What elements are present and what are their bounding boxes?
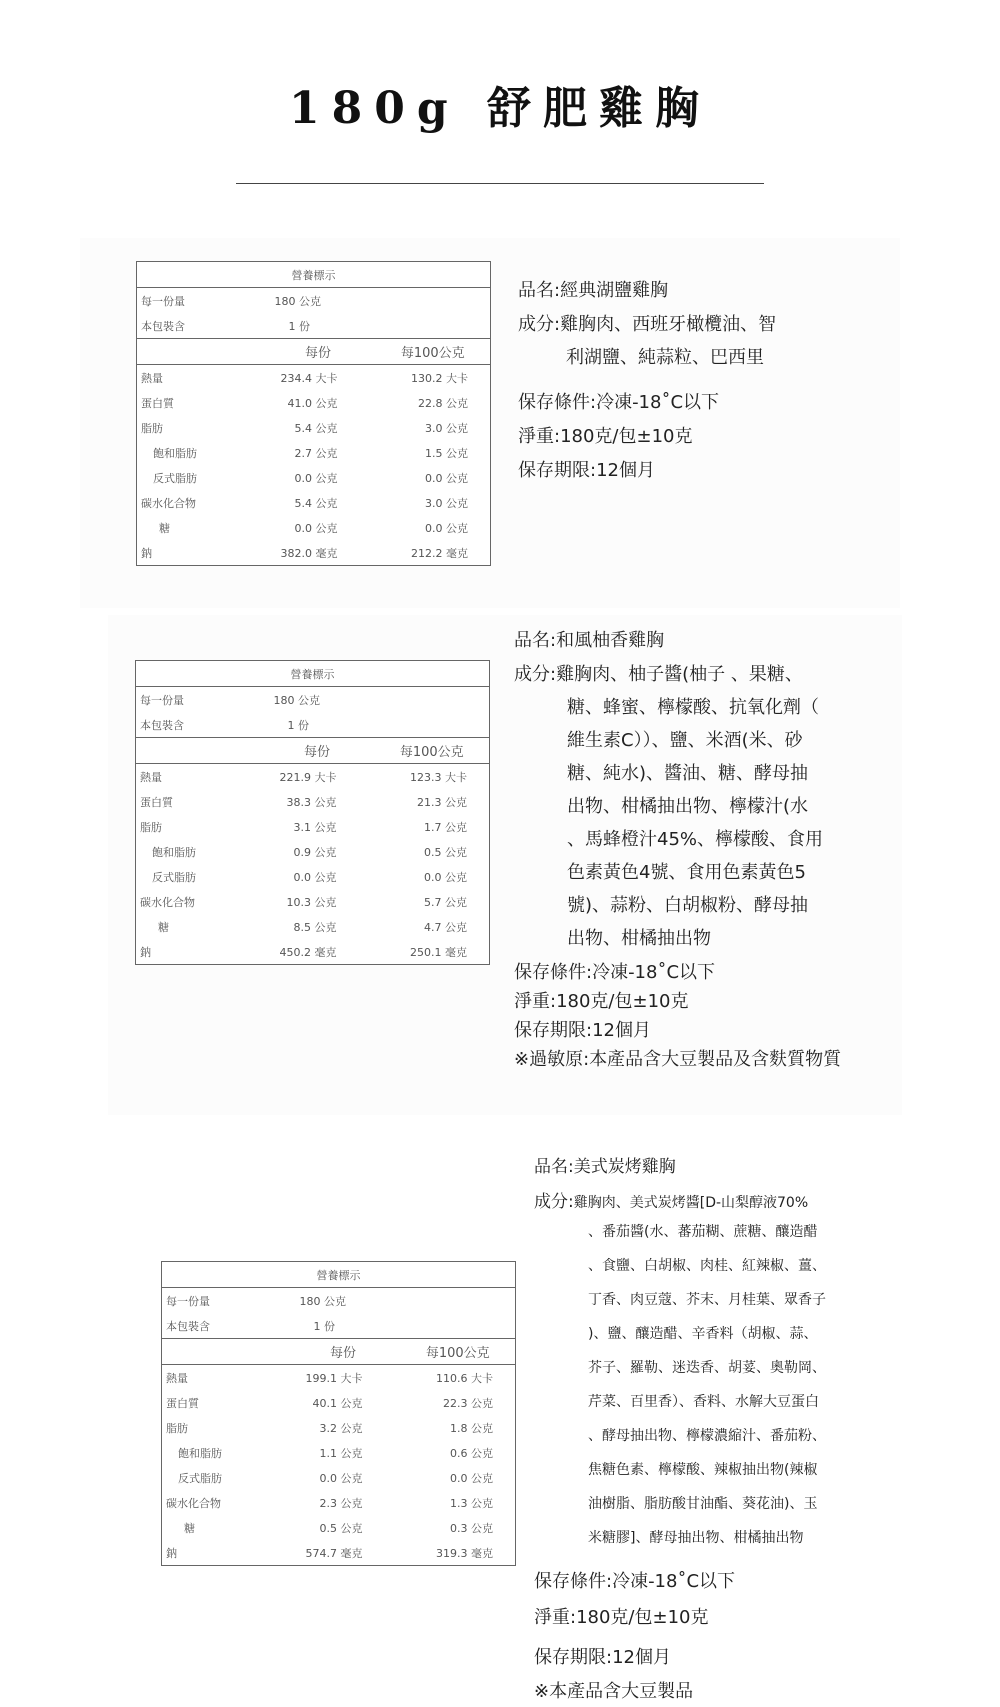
serving-size-value: 180 公克: [299, 1294, 346, 1308]
value-100g: 0.6 公克: [450, 1446, 494, 1460]
product-name: 品名:美式炭烤雞胸: [534, 1157, 676, 1177]
ingredients-label: 成分:: [518, 314, 561, 335]
row-label-energy: 熱量: [141, 371, 163, 385]
row-label-saturated-fat: 飽和脂肪: [178, 1446, 222, 1460]
nutrition-table-1: [136, 261, 491, 566]
value-serving: 2.7 公克: [294, 446, 338, 460]
value-100g: 123.3 大卡: [410, 770, 468, 784]
ingredients-label: 成分:: [514, 664, 557, 685]
product-info-2: [514, 626, 841, 1074]
value-100g: 319.3 毫克: [436, 1546, 494, 1560]
value-serving: 574.7 毫克: [305, 1546, 363, 1560]
per-100g-header: 每100公克: [376, 339, 491, 365]
shelf-life: 保存期限:12個月: [518, 460, 655, 481]
row-label-trans-fat: 反式脂肪: [153, 471, 197, 485]
value-100g: 212.2 毫克: [411, 546, 469, 560]
value-serving: 1.1 公克: [319, 1446, 363, 1460]
product-name: 品名:和風柚香雞胸: [514, 630, 665, 651]
row-label-carbs: 碳水化合物: [166, 1496, 221, 1510]
ingredients-line: 、酵母抽出物、檸檬濃縮汁、番茄粉、: [588, 1428, 826, 1444]
value-serving: 221.9 大卡: [279, 770, 337, 784]
nutrition-table-2: [135, 660, 490, 965]
servings-value: 1 份: [287, 718, 309, 732]
per-100g-header: 每100公克: [401, 1339, 516, 1365]
value-serving: 10.3 公克: [286, 895, 337, 909]
value-serving: 382.0 毫克: [280, 546, 338, 560]
nutrition-header: 營養標示: [137, 262, 491, 288]
value-100g: 5.7 公克: [424, 895, 468, 909]
per-serving-header: 每份: [260, 738, 375, 764]
value-100g: 4.7 公克: [424, 920, 468, 934]
product-info-3: [534, 1152, 826, 1707]
value-100g: 0.0 公克: [425, 471, 469, 485]
value-100g: 0.5 公克: [424, 845, 468, 859]
value-serving: 234.4 大卡: [280, 371, 338, 385]
value-serving: 38.3 公克: [286, 795, 337, 809]
value-serving: 450.2 毫克: [279, 945, 337, 959]
ingredients-line: 糖、蜂蜜、檸檬酸、抗氧化劑（: [567, 697, 819, 718]
row-label-carbs: 碳水化合物: [141, 496, 196, 510]
ingredients-line: 、食鹽、白胡椒、肉桂、紅辣椒、薑、: [588, 1258, 826, 1274]
row-label-protein: 蛋白質: [141, 396, 174, 410]
ingredients-line: )、鹽、釀造醋、辛香料（胡椒、蒜、: [588, 1326, 818, 1342]
page-title: 180g 舒肥雞胸: [289, 83, 711, 134]
value-serving: 0.0 公克: [293, 870, 337, 884]
serving-size-value: 180 公克: [274, 294, 321, 308]
row-label-energy: 熱量: [140, 770, 162, 784]
value-serving: 3.1 公克: [293, 820, 337, 834]
per-100g-header: 每100公克: [375, 738, 490, 764]
ingredients-line: 雞胸肉、西班牙橄欖油、智: [560, 314, 777, 335]
servings-label: 本包裝含: [141, 319, 185, 333]
value-100g: 3.0 公克: [425, 421, 469, 435]
serving-size-label: 每一份量: [141, 294, 185, 308]
value-100g: 250.1 毫克: [410, 945, 468, 959]
value-serving: 0.9 公克: [293, 845, 337, 859]
row-label-protein: 蛋白質: [166, 1396, 199, 1410]
value-serving: 199.1 大卡: [305, 1371, 363, 1385]
row-label-sugar: 糖: [159, 521, 170, 535]
net-weight: 淨重:180克/包±10克: [518, 426, 693, 447]
ingredients-line: 雞胸肉、柚子醬(柚子 、果糖、: [556, 664, 803, 685]
value-100g: 1.8 公克: [450, 1421, 494, 1435]
per-serving-header: 每份: [286, 1339, 401, 1365]
nutrition-table-3: [161, 1261, 516, 1566]
servings-value: 1 份: [313, 1319, 335, 1333]
value-100g: 0.0 公克: [424, 870, 468, 884]
value-serving: 2.3 公克: [319, 1496, 363, 1510]
servings-label: 本包裝含: [140, 718, 184, 732]
value-100g: 3.0 公克: [425, 496, 469, 510]
value-serving: 5.4 公克: [294, 421, 338, 435]
ingredients-line: 焦糖色素、檸檬酸、辣椒抽出物(辣椒: [588, 1462, 818, 1478]
row-label-sodium: 鈉: [141, 546, 152, 560]
product-name: 品名:經典湖鹽雞胸: [518, 280, 669, 301]
ingredients-line: 利湖鹽、純蒜粒、巴西里: [566, 347, 764, 368]
ingredients-line: 芹菜、百里香）、香料、水解大豆蛋白: [588, 1394, 819, 1410]
shelf-life: 保存期限:12個月: [514, 1020, 651, 1041]
row-label-sugar: 糖: [158, 920, 169, 934]
value-serving: 40.1 公克: [312, 1396, 363, 1410]
row-label-sodium: 鈉: [140, 945, 151, 959]
value-100g: 110.6 大卡: [436, 1371, 494, 1385]
ingredients-line: 號)、蒜粉、白胡椒粉、酵母抽: [567, 895, 809, 916]
value-100g: 0.0 公克: [450, 1471, 494, 1485]
value-serving: 0.5 公克: [319, 1521, 363, 1535]
row-label-saturated-fat: 飽和脂肪: [153, 446, 197, 460]
storage-condition: 保存條件:冷凍-18˚C以下: [518, 392, 720, 413]
per-serving-header: 每份: [261, 339, 376, 365]
value-serving: 3.2 公克: [319, 1421, 363, 1435]
value-100g: 0.0 公克: [425, 521, 469, 535]
serving-size-label: 每一份量: [140, 693, 184, 707]
value-serving: 8.5 公克: [293, 920, 337, 934]
row-label-fat: 脂肪: [166, 1421, 188, 1435]
row-label-fat: 脂肪: [141, 421, 163, 435]
row-label-saturated-fat: 飽和脂肪: [152, 845, 196, 859]
ingredients-line: 色素黃色4號、食用色素黃色5: [567, 862, 806, 883]
value-100g: 22.8 公克: [418, 396, 469, 410]
serving-size-value: 180 公克: [273, 693, 320, 707]
ingredients-line: 、番茄醬(水、蕃茄糊、蔗糖、釀造醋: [588, 1224, 818, 1240]
title-divider: [236, 183, 764, 184]
value-serving: 41.0 公克: [287, 396, 338, 410]
row-label-protein: 蛋白質: [140, 795, 173, 809]
net-weight: 淨重:180克/包±10克: [534, 1607, 709, 1628]
allergen-notice: ※本產品含大豆製品: [534, 1681, 694, 1702]
ingredients-line: 、馬蜂橙汁45%、檸檬酸、食用: [567, 829, 824, 850]
row-label-fat: 脂肪: [140, 820, 162, 834]
row-label-sodium: 鈉: [166, 1546, 177, 1560]
nutrition-header: 營養標示: [162, 1262, 516, 1288]
shelf-life: 保存期限:12個月: [534, 1647, 671, 1668]
value-serving: 0.0 公克: [294, 521, 338, 535]
ingredients-label: 成分:: [534, 1192, 574, 1212]
value-serving: 0.0 公克: [294, 471, 338, 485]
net-weight: 淨重:180克/包±10克: [514, 991, 689, 1012]
row-label-carbs: 碳水化合物: [140, 895, 195, 909]
ingredients-line: 出物、柑橘抽出物、檸檬汁(水: [567, 796, 809, 817]
row-label-sugar: 糖: [184, 1521, 195, 1535]
value-100g: 22.3 公克: [443, 1396, 494, 1410]
row-label-trans-fat: 反式脂肪: [178, 1471, 222, 1485]
ingredients-line: 雞胸肉、美式炭烤醬[D-山梨醇液70%: [573, 1195, 809, 1211]
ingredients-line: 出物、柑橘抽出物: [567, 928, 711, 949]
value-100g: 0.3 公克: [450, 1521, 494, 1535]
value-100g: 1.3 公克: [450, 1496, 494, 1510]
servings-label: 本包裝含: [166, 1319, 210, 1333]
ingredients-line: 維生素C））、鹽、米酒(米、砂: [567, 730, 803, 751]
value-100g: 21.3 公克: [417, 795, 468, 809]
value-serving: 5.4 公克: [294, 496, 338, 510]
ingredients-line: 油樹脂、脂肪酸甘油酯、葵花油)、玉: [588, 1496, 818, 1512]
serving-size-label: 每一份量: [166, 1294, 210, 1308]
value-serving: 0.0 公克: [319, 1471, 363, 1485]
ingredients-line: 芥子、羅勒、迷迭香、胡荽、奧勒岡、: [588, 1360, 826, 1376]
value-100g: 1.5 公克: [425, 446, 469, 460]
nutrition-header: 營養標示: [136, 661, 490, 687]
storage-condition: 保存條件:冷凍-18˚C以下: [514, 962, 716, 983]
allergen-notice: ※過敏原:本產品含大豆製品及含麩質物質: [514, 1049, 842, 1070]
value-100g: 130.2 大卡: [411, 371, 469, 385]
ingredients-line: 丁香、肉豆蔻、芥末、月桂葉、眾香子: [588, 1292, 826, 1308]
storage-condition: 保存條件:冷凍-18˚C以下: [534, 1571, 736, 1592]
ingredients-line: 糖、純水)、醬油、糖、酵母抽: [567, 763, 809, 784]
row-label-trans-fat: 反式脂肪: [152, 870, 196, 884]
servings-value: 1 份: [288, 319, 310, 333]
value-100g: 1.7 公克: [424, 820, 468, 834]
product-info-1: [518, 276, 776, 490]
row-label-energy: 熱量: [166, 1371, 188, 1385]
ingredients-line: 米糖膠]、酵母抽出物、柑橘抽出物: [588, 1530, 804, 1546]
